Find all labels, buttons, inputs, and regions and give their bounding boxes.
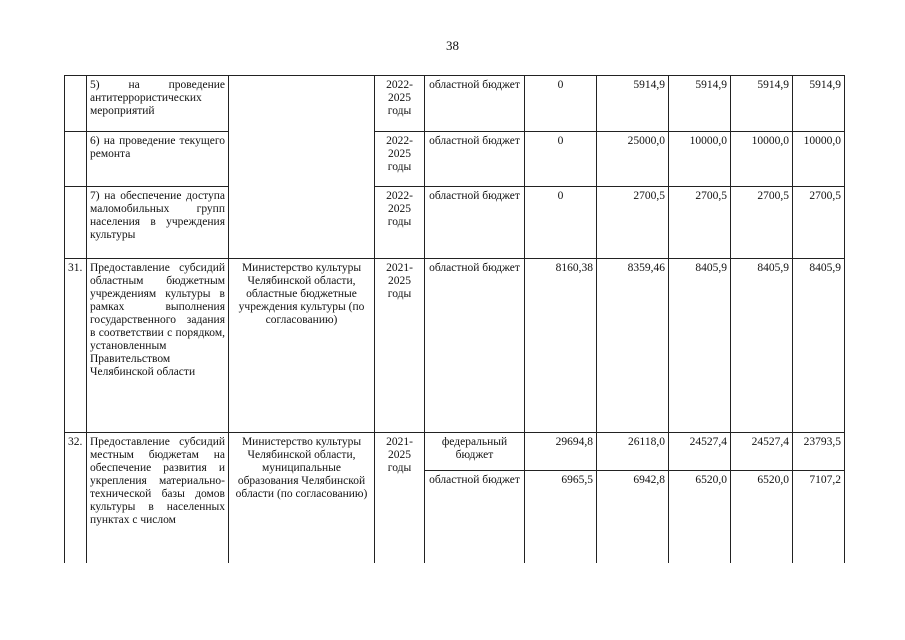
value-cell: 6942,8 — [597, 471, 669, 563]
table-row — [65, 132, 845, 187]
executor-cell: Министерство культуры Челябинской области, областные бюджетные учреждения культуры (по согласованию) — [229, 259, 375, 433]
row-number — [65, 187, 87, 259]
value-cell: 2700,5 — [597, 187, 669, 259]
value-cell: 6520,0 — [731, 471, 793, 563]
value-cell: 2700,5 — [793, 187, 845, 259]
value-cell: 23793,5 — [793, 433, 845, 471]
table-row — [65, 433, 845, 471]
years-cell: 2022-2025 годы — [375, 132, 425, 187]
table-row — [65, 76, 845, 132]
value-cell: 7107,2 — [793, 471, 845, 563]
value-cell: 8160,38 — [525, 259, 597, 433]
funding-source: областной бюджет — [425, 132, 525, 187]
measure-name: Предоставление субсидий областным бюджетным учреждениям культуры в рамках выполнения государственного задания в соответствии с порядком, установленным Правительством Челябинской области — [87, 259, 229, 433]
value-cell: 26118,0 — [597, 433, 669, 471]
value-cell: 8405,9 — [669, 259, 731, 433]
funding-source: федеральный бюджет — [425, 433, 525, 471]
row-number: 32. — [65, 433, 87, 563]
value-cell: 8405,9 — [731, 259, 793, 433]
row-number — [65, 132, 87, 187]
row-number: 31. — [65, 259, 87, 433]
value-cell: 8359,46 — [597, 259, 669, 433]
years-cell: 2021-2025 годы — [375, 259, 425, 433]
executor-cell: Министерство культуры Челябинской области, муниципальные образования Челябинской области (по согласованию) — [229, 433, 375, 563]
value-cell: 5914,9 — [669, 76, 731, 132]
value-cell: 5914,9 — [731, 76, 793, 132]
value-cell: 8405,9 — [793, 259, 845, 433]
funding-source: областной бюджет — [425, 259, 525, 433]
funding-source: областной бюджет — [425, 471, 525, 563]
value-cell: 24527,4 — [731, 433, 793, 471]
value-cell: 0 — [525, 132, 597, 187]
row-number — [65, 76, 87, 132]
value-cell: 6965,5 — [525, 471, 597, 563]
years-cell: 2022-2025 годы — [375, 187, 425, 259]
value-cell: 5914,9 — [597, 76, 669, 132]
table-row — [65, 187, 845, 259]
value-cell: 0 — [525, 76, 597, 132]
value-cell: 10000,0 — [731, 132, 793, 187]
years-cell: 2021-2025 годы — [375, 433, 425, 563]
years-cell: 2022-2025 годы — [375, 76, 425, 132]
value-cell: 2700,5 — [731, 187, 793, 259]
value-cell: 10000,0 — [669, 132, 731, 187]
value-cell: 25000,0 — [597, 132, 669, 187]
measure-name: Предоставление субсидий местным бюджетам на обеспечение развития и укрепления материально-технической базы домов культуры в населенных пунктах с числом — [87, 433, 229, 563]
measure-name: 7) на обеспечение доступа маломобильных групп населения в учреждения культуры — [87, 187, 229, 259]
measure-name: 6) на проведение текущего ремонта — [87, 132, 229, 187]
value-cell: 29694,8 — [525, 433, 597, 471]
executor-cell — [229, 76, 375, 259]
value-cell: 6520,0 — [669, 471, 731, 563]
value-cell: 10000,0 — [793, 132, 845, 187]
budget-table — [64, 75, 845, 563]
funding-source: областной бюджет — [425, 76, 525, 132]
value-cell: 5914,9 — [793, 76, 845, 132]
value-cell: 24527,4 — [669, 433, 731, 471]
value-cell: 2700,5 — [669, 187, 731, 259]
page-number: 38 — [446, 38, 459, 53]
value-cell: 0 — [525, 187, 597, 259]
measure-name: 5) на проведение антитеррористических мероприятий — [87, 76, 229, 132]
funding-source: областной бюджет — [425, 187, 525, 259]
table-row — [65, 259, 845, 433]
